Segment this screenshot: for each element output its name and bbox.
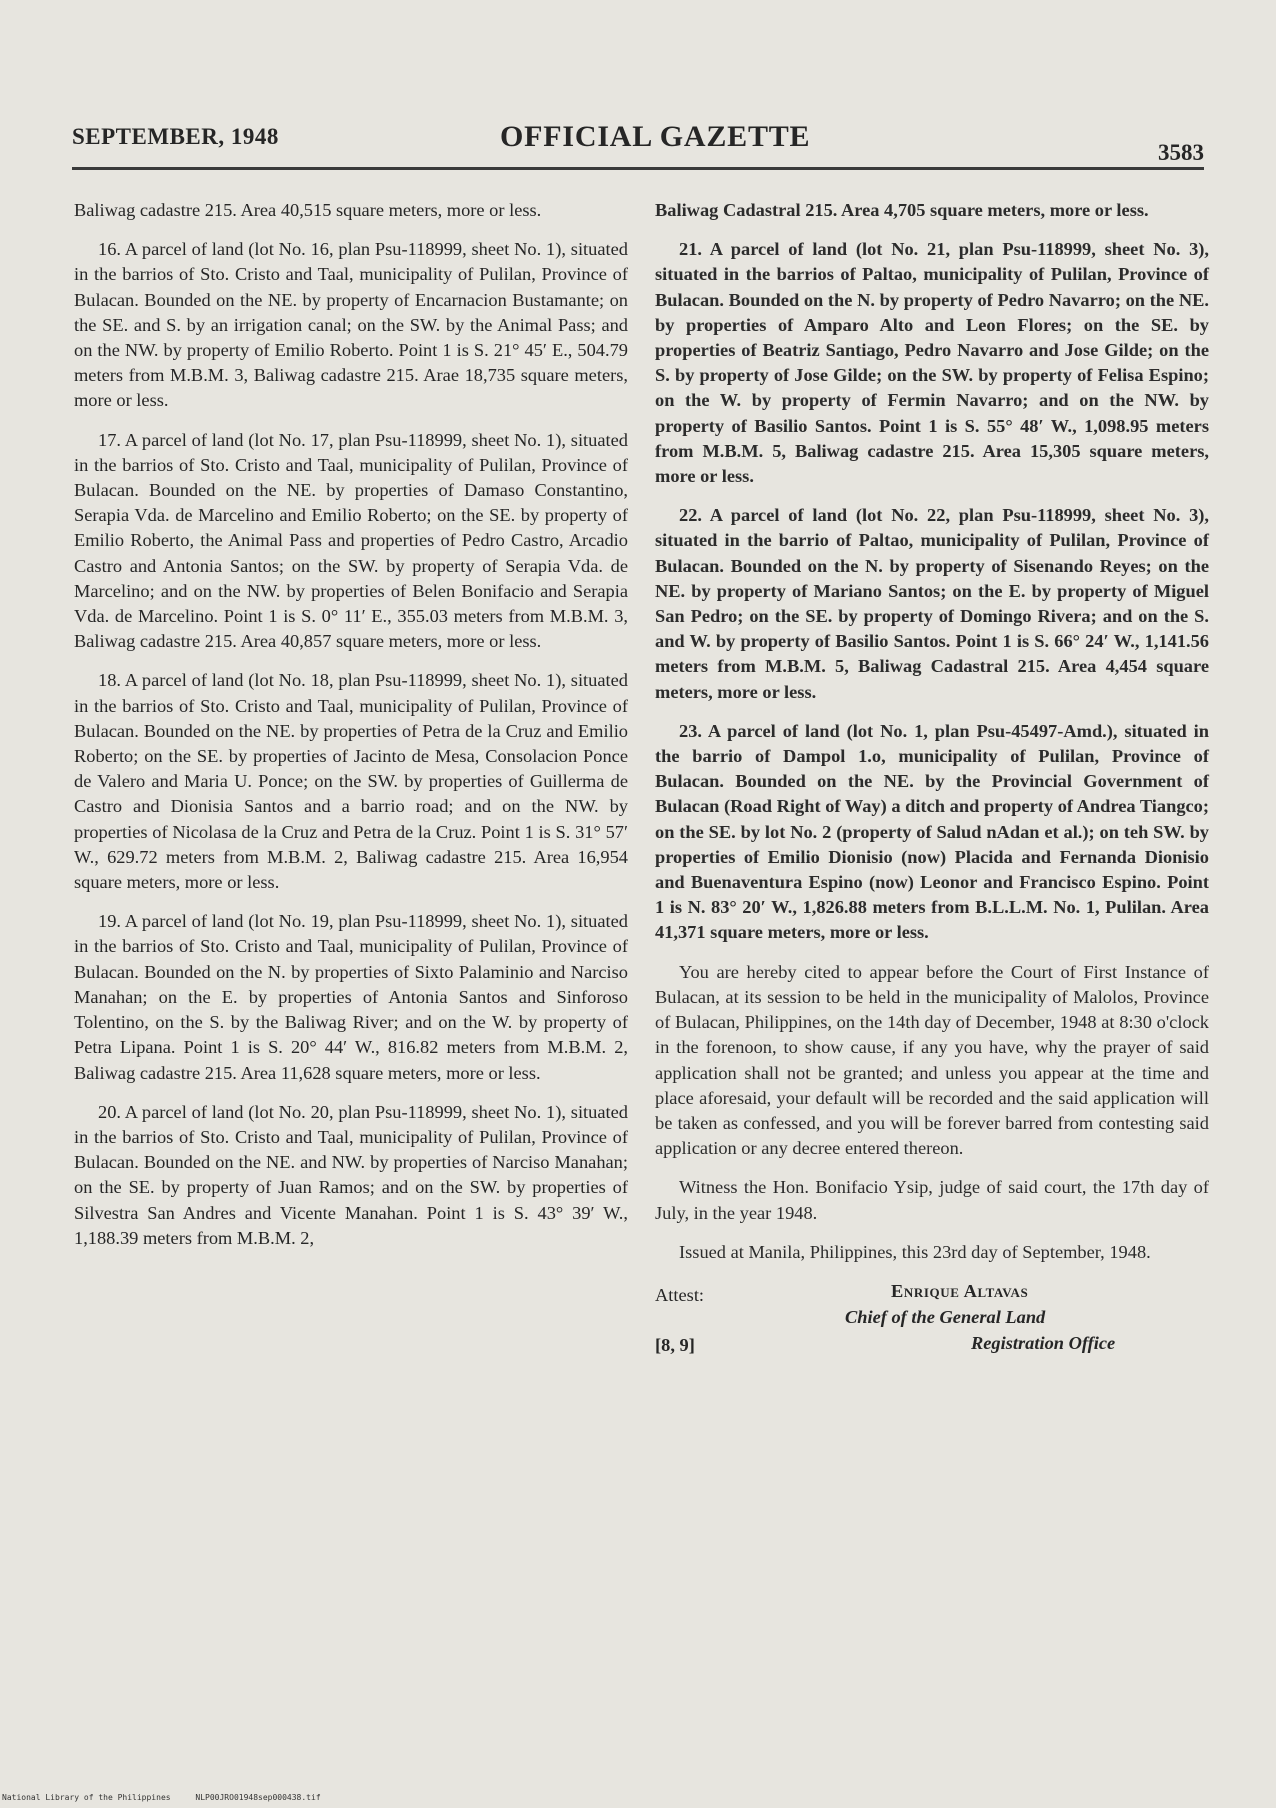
- signatory-title-line1: Chief of the General Land: [845, 1306, 1046, 1327]
- paragraph-continuation: Baliwag Cadastral 215. Area 4,705 square meters, more or less.: [655, 200, 1149, 220]
- paragraph-lot-23: 23. A parcel of land (lot No. 1, plan Psu-45497-Amd.), situated in the barrio of Dampol 1.o, municipality of Pulilan, Province of Bulacan. Bounded on the NE. by the Provincial Government of Bulacan (Road Right of Way) a ditch and property of Andrea Tiangco; on the SE. by lot No. 2 (property of Salud nAdan et al.); on teh SW. by properties of Emilio Dionisio (now) Placida and Fernanda Dionisio and Buenaventura Espino (now) Leonor and Francisco Espino. Point 1 is N. 83° 20′ W., 1,826.88 meters from B.L.L.M. No. 1, Pulilan. Area 41,371 square meters, more or less.: [655, 720, 1209, 943]
- paragraph-lot-22: 22. A parcel of land (lot No. 22, plan Psu-118999, sheet No. 3), situated in the barrio of Paltao, municipality of Pulilan, Province of Bulacan. Bounded on the N. by property of Sisenando Reyes; on the NE. by property of Mariano Santos; on the E. by property of Miguel San Pedro; on the SE. by property of Domingo Rivera; and on the S. and W. by property of Basilio Santos. Point 1 is S. 66° 24′ W., 1,141.56 meters from M.B.M. 5, Baliwag Cadastral 215. Area 4,454 square meters, more or less.: [655, 505, 1209, 702]
- paragraph-lot-20: 20. A parcel of land (lot No. 20, plan Psu-118999, sheet No. 1), situated in the barrios of Sto. Cristo and Taal, municipality of Pulilan, Province of Bulacan. Bounded on the NE. and NW. by properties of Narciso Manahan; on the SE. by property of Juan Ramos; and on the SW. by properties of Silvestra San Andres and Vicente Manahan. Point 1 is S. 43° 39′ W., 1,188.39 meters from M.B.M. 2,: [74, 1101, 628, 1248]
- paragraph-continuation: Baliwag cadastre 215. Area 40,515 square meters, more or less.: [74, 200, 542, 220]
- publication-title: OFFICIAL GAZETTE: [500, 120, 811, 153]
- paragraph-witness: Witness the Hon. Bonifacio Ysip, judge of said court, the 17th day of July, in the year 1948.: [655, 1177, 1209, 1223]
- paragraph-lot-19: 19. A parcel of land (lot No. 19, plan Psu-118999, sheet No. 1), situated in the barrios of Sto. Cristo and Taal, municipality of Pulilan, Province of Bulacan. Bounded on the N. by properties of Sixto Palaminio and Narciso Manahan; on the E. by properties of Antonia Santos and Sinforoso Tolentino, on the S. by the Baliwag River; and on the W. by property of Petra Lipana. Point 1 is S. 20° 44′ W., 816.82 meters from M.B.M. 2, Baliwag cadastre 215. Area 11,628 square meters, more or less.: [74, 911, 628, 1083]
- page-header: [72, 120, 1204, 164]
- issue-date: SEPTEMBER, 1948: [72, 124, 279, 149]
- issue-code: [8, 9]: [655, 1334, 695, 1355]
- paragraph-lot-18: 18. A parcel of land (lot No. 18, plan Psu-118999, sheet No. 1), situated in the barrios of Sto. Cristo and Taal, municipality of Pulilan, Province of Bulacan. Bounded on the NE. by properties of Petra de la Cruz and Emilio Roberto; on the SE. by properties of Jacinto de Mesa, Consolacion Ponce de Valero and Maria U. Ponce; on the SW. by properties of Guillerma de Castro and Dionisia Santos and a barrio road; and on the NW. by properties of Nicolasa de la Cruz and Petra de la Cruz. Point 1 is S. 31° 57′ W., 629.72 meters from M.B.M. 2, Baliwag cadastre 215. Area 16,954 square meters, more or less.: [74, 670, 628, 893]
- paragraph-citation: You are hereby cited to appear before the Court of First Instance of Bulacan, at its session to be held in the municipality of Malolos, Province of Bulacan, Philippines, on the 14th day of December, 1948 at 8:30 o'clock in the forenoon, to show cause, if any you have, why the prayer of said application shall not be granted; and unless you appear at the time and place aforesaid, your default will be recorded and the said application will be taken as confessed, and you will be forever barred from contesting said application or any decree entered thereon.: [655, 961, 1209, 1159]
- paragraph-lot-21: 21. A parcel of land (lot No. 21, plan Psu-118999, sheet No. 3), situated in the barrios of Paltao, municipality of Pulilan, Province of Bulacan. Bounded on the N. by property of Pedro Navarro; on the NE. by properties of Amparo Alto and Leon Flores; on the SE. by properties of Beatriz Santiago, Pedro Navarro and Jose Gilde; on the S. by property of Jose Gilde; on the SW. by property of Felisa Espino; on the W. by property of Fermin Navarro; and on the NW. by property of Basilio Santos. Point 1 is S. 55° 48′ W., 1,098.95 meters from M.B.M. 5, Baliwag cadastre 215. Area 15,305 square meters, more or less.: [655, 239, 1209, 487]
- signature-block: [655, 1279, 1209, 1363]
- right-column: [655, 198, 1209, 1363]
- library-credit: National Library of the Philippines: [2, 1793, 171, 1802]
- attest-label: Attest:: [655, 1284, 705, 1305]
- scan-footer: [2, 1793, 341, 1802]
- header-rule: [72, 167, 1204, 170]
- page-number: 3583: [1158, 140, 1204, 165]
- paragraph-issued: Issued at Manila, Philippines, this 23rd day of September, 1948.: [679, 1241, 1151, 1262]
- paragraph-lot-16: 16. A parcel of land (lot No. 16, plan Psu-118999, sheet No. 1), situated in the barrios of Sto. Cristo and Taal, municipality of Pulilan, Province of Bulacan. Bounded on the NE. by property of Encarnacion Bustamante; on the SE. and S. by an irrigation canal; on the SW. by the Animal Pass; and on the NW. by property of Emilio Roberto. Point 1 is S. 21° 45′ E., 504.79 meters from M.B.M. 3, Baliwag cadastre 215. Arae 18,735 square meters, more or less.: [74, 239, 628, 411]
- paragraph-lot-17: 17. A parcel of land (lot No. 17, plan Psu-118999, sheet No. 1), situated in the barrios of Sto. Cristo and Taal, municipality of Pulilan, Province of Bulacan. Bounded on the NE. by properties of Damaso Constantino, Serapia Vda. de Marcelino and Emilio Roberto; on the SE. by property of Emilio Roberto, the Animal Pass and properties of Pedro Castro, Arcadio Castro and Antonia Santos; on the SW. by property of Serapia Vda. de Marcelino; and on the NW. by properties of Belen Bonifacio and Serapia Vda. de Marcelino. Point 1 is S. 0° 11′ E., 355.03 meters from M.B.M. 3, Baliwag cadastre 215. Area 40,857 square meters, more or less.: [74, 429, 628, 652]
- left-column: [74, 198, 628, 1265]
- signatory-title-line2: Registration Office: [971, 1332, 1116, 1353]
- file-id: NLP00JRO01948sep000438.tif: [195, 1793, 321, 1802]
- signatory-name: Enrique Altavas: [891, 1280, 1029, 1301]
